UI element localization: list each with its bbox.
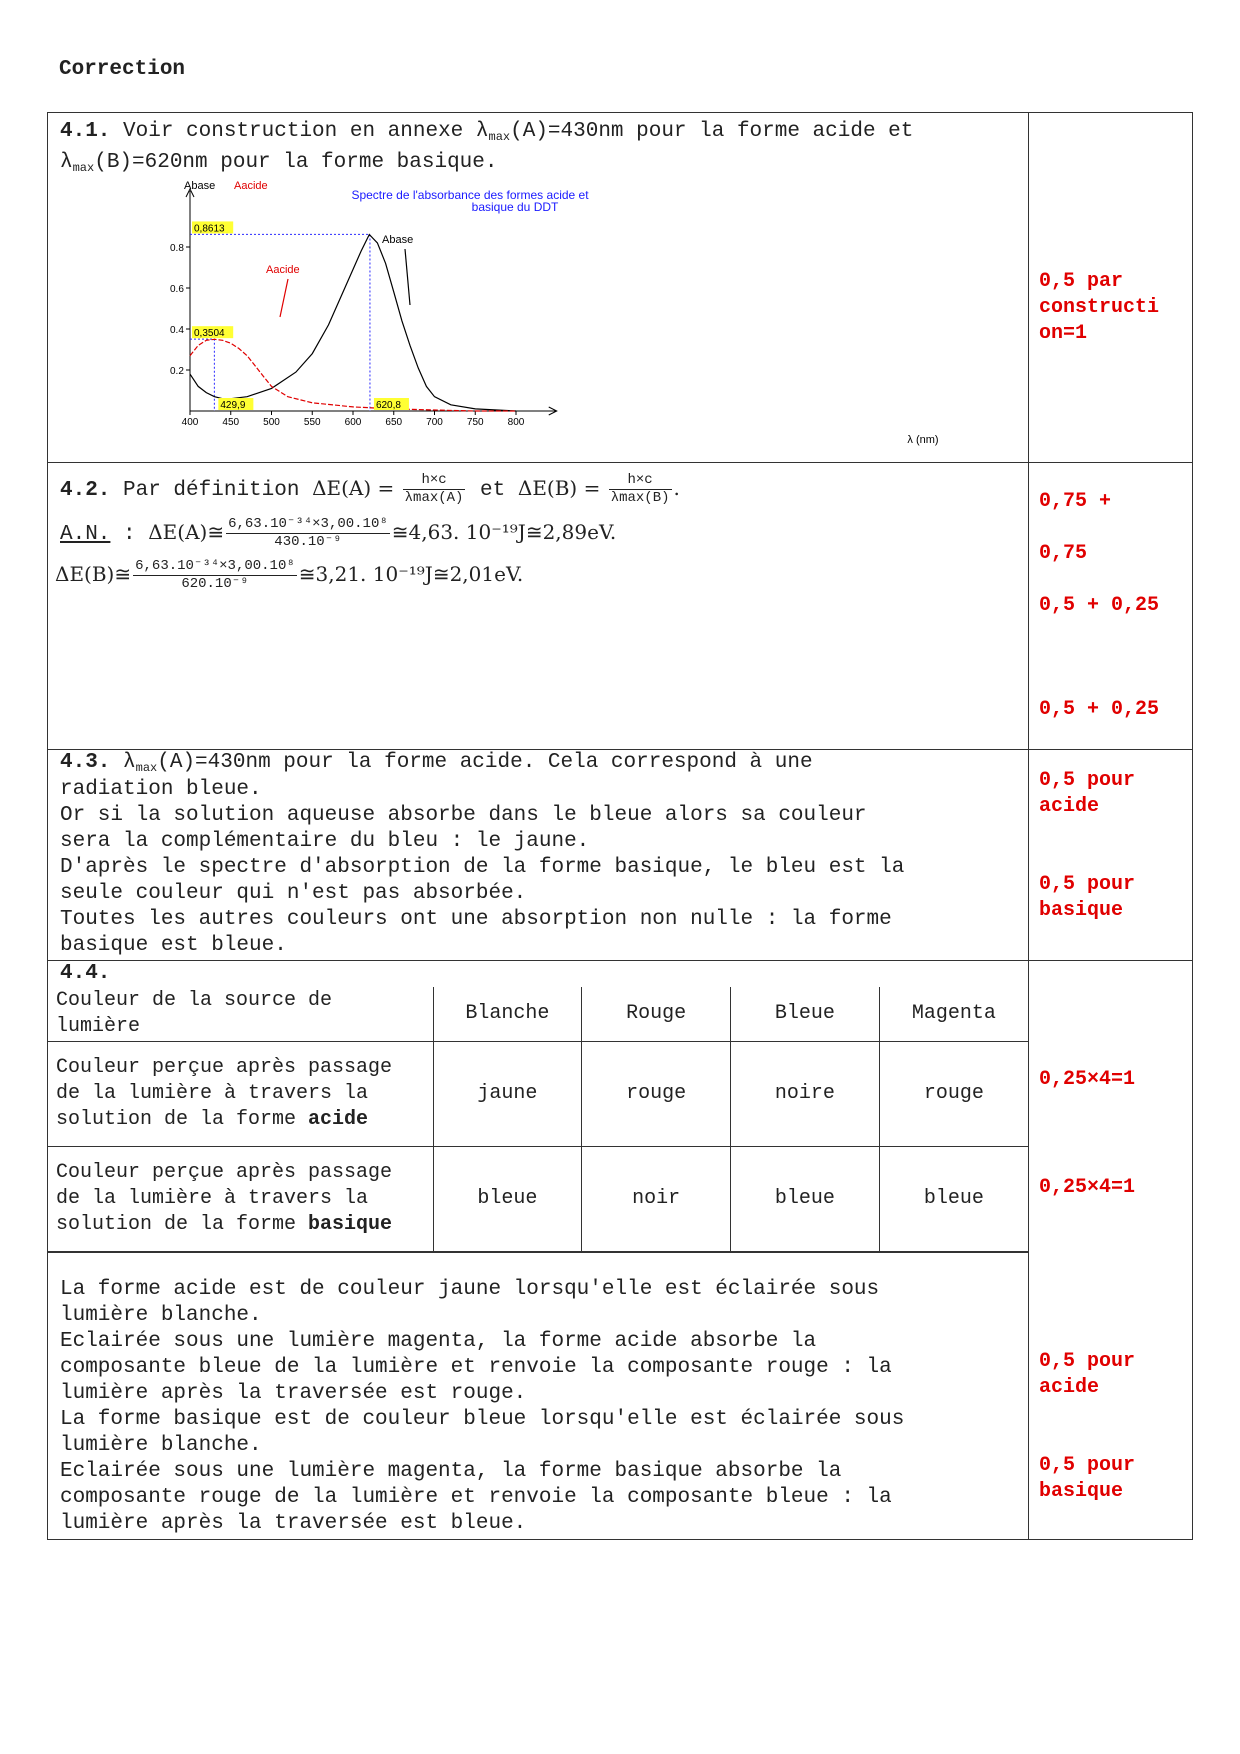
lambda-basic-label: 620,8 — [375, 400, 401, 411]
page-heading: Correction — [59, 58, 186, 81]
row-label-basic: Couleur perçue après passage de la lumière à travers la solution de la forme basique — [48, 1146, 433, 1251]
conclusion-line: lumière après la traversée est bleue. — [60, 1511, 527, 1535]
q42-number: 4.2. — [60, 479, 111, 502]
row-4-1 — [48, 113, 1193, 463]
row-4-4 — [48, 961, 1193, 1540]
table-row-basic — [48, 1146, 1028, 1251]
curve-label-acid: Aacide — [266, 264, 300, 276]
q42-points-4: 0,5 + 0,25 — [1039, 698, 1160, 721]
table-header-row — [48, 987, 1028, 1041]
q41-points-text: 0,5 par constructi on=1 — [1039, 270, 1160, 345]
table-cell: jaune — [433, 1041, 582, 1146]
q44-points — [1029, 961, 1193, 1540]
q43-line: sera la complémentaire du bleu : le jaune. — [60, 830, 590, 853]
q43-line: D'après le spectre d'absorption de la forme basique, le bleu est la — [60, 856, 905, 879]
conclusion-line: La forme acide est de couleur jaune lorsqu'elle est éclairée sous — [60, 1277, 880, 1301]
curve-label-acid-arrow — [280, 279, 288, 317]
final-points-basic: 0,5 pour basique — [1039, 1454, 1136, 1503]
q44-points-basic-row: 0,25×4=1 — [1039, 1176, 1136, 1199]
acid-peak-guide — [190, 339, 214, 411]
y-axis-label-acid: Aacide — [234, 181, 268, 192]
row-4-2 — [48, 463, 1193, 750]
q43-points — [1029, 750, 1193, 961]
delta-e-b-fraction: $\frac{h\times c}{\lambda\max(B)}$ — [610, 471, 670, 506]
q43-points-acid: 0,5 pour acide — [1039, 769, 1136, 818]
x-axis-label: λ (nm) — [907, 434, 939, 446]
table-cell: bleue — [731, 1146, 880, 1251]
peak-acid-label: 0,3504 — [194, 328, 225, 340]
numerical-application-label: A.N. — [60, 523, 111, 546]
q42-text-1: Par définition — [110, 479, 313, 502]
curve-label-basic-arrow — [405, 249, 410, 305]
table-cell: rouge — [582, 1041, 731, 1146]
lambda-symbol: λ — [123, 751, 136, 774]
x-tick-label: 800 — [507, 417, 525, 428]
q43-number: 4.3. — [60, 751, 111, 774]
q44-content — [48, 961, 1029, 1540]
q43-points-basic: 0,5 pour basique — [1039, 873, 1136, 922]
chart-title-line-1: Spectre de l'absorbance des formes acide et — [351, 188, 589, 202]
header-source-color: Couleur de la source de lumière — [48, 987, 433, 1041]
x-tick-label: 700 — [426, 417, 443, 428]
header-cell: Bleue — [731, 987, 880, 1041]
basic-peak-guide — [190, 234, 370, 411]
x-tick-label: 600 — [344, 417, 362, 428]
x-tick-label: 500 — [263, 417, 280, 428]
y-tick-label: 0.8 — [170, 243, 184, 254]
x-tick-label: 400 — [181, 417, 199, 428]
final-points-acid: 0,5 pour acide — [1039, 1350, 1136, 1399]
lambda-symbol: λ — [475, 120, 489, 143]
correction-table — [47, 112, 1193, 1540]
conclusion-line: composante rouge de la lumière et renvoie la composante bleue : la — [60, 1485, 892, 1509]
curve-label-basic: Abase — [382, 234, 414, 246]
q42-text-et: et — [467, 479, 518, 502]
peak-basic-label: 0,8613 — [194, 223, 225, 235]
delta-e-a-result: ≅4,63. 10⁻¹⁹J≅2,89eV. — [391, 520, 617, 544]
q42-points-2: 0,75 — [1039, 542, 1088, 565]
y-tick-label: 0.6 — [170, 284, 184, 295]
q41-number: 4.1. — [60, 120, 111, 143]
chart-title-line-2: basique du DDT — [471, 200, 559, 214]
q42-content — [48, 463, 1029, 750]
q43-text-1: (A)=430nm pour la forme acide. Cela correspond à une — [157, 751, 813, 774]
color-perception-table — [48, 987, 1028, 1252]
conclusion-line: lumière blanche. — [60, 1303, 262, 1327]
q41-text-2: (A)=430nm pour la forme acide et — [510, 120, 914, 143]
header-cell: Rouge — [582, 987, 731, 1041]
delta-e-b-approx: ΔE(B)≅ — [55, 562, 132, 586]
calc-a-fraction: $\frac{\text{6,63.10⁻³⁴×3,00.10⁸}}{\text{430.10⁻⁹}}$ — [228, 515, 388, 550]
q43-line: seule couleur qui n'est pas absorbée. — [60, 882, 527, 905]
conclusion-line: Eclairée sous une lumière magenta, la forme acide absorbe la — [60, 1329, 817, 1353]
x-tick-label: 450 — [222, 417, 240, 428]
table-row-acid — [48, 1041, 1028, 1146]
q43-line: radiation bleue. — [60, 778, 262, 801]
series-abase — [190, 235, 516, 412]
conclusion-line: composante bleue de la lumière et renvoie la composante rouge : la — [60, 1355, 892, 1379]
q43-line: Or si la solution aqueuse absorbe dans le bleue alors sa couleur — [60, 804, 867, 827]
q42-points — [1029, 463, 1193, 750]
delta-e-a-approx: ΔE(A)≅ — [148, 520, 225, 544]
delta-e-b: ΔE(B) = — [517, 476, 607, 500]
q42-points-1: 0,75 + — [1039, 490, 1112, 513]
x-tick-label: 750 — [466, 417, 484, 428]
lambda-subscript: max — [488, 130, 511, 144]
x-tick-label: 650 — [385, 417, 403, 428]
table-cell: noire — [731, 1041, 880, 1146]
lambda-subscript: max — [135, 761, 158, 775]
header-cell: Magenta — [879, 987, 1028, 1041]
delta-e-a: ΔE(A) = — [312, 476, 401, 500]
conclusion-line: Eclairée sous une lumière magenta, la forme basique absorbe la — [60, 1459, 842, 1483]
lambda-subscript: max — [72, 161, 95, 175]
q41-text-1: Voir construction en annexe — [110, 120, 476, 143]
lambda-acid-label: 429,9 — [220, 400, 246, 411]
calc-b-fraction: $\frac{\text{6,63.10⁻³⁴×3,00.10⁸}}{\text{620.10⁻⁹}}$ — [135, 557, 295, 592]
q43-line: Toutes les autres couleurs ont une absorption non nulle : la forme — [60, 908, 892, 931]
y-tick-label: 0.4 — [170, 325, 184, 336]
absorbance-spectrum-chart — [110, 181, 970, 451]
delta-e-b-result: ≅3,21. 10⁻¹⁹J≅2,01eV. — [298, 562, 524, 586]
x-tick-label: 550 — [303, 417, 321, 428]
q44-number: 4.4. — [60, 962, 111, 985]
q41-content — [48, 113, 1029, 463]
header-cell: Blanche — [433, 987, 582, 1041]
conclusion-line: lumière après la traversée est rouge. — [60, 1381, 527, 1405]
q43-content — [48, 750, 1029, 961]
q44-points-acid-row: 0,25×4=1 — [1039, 1068, 1136, 1091]
y-tick-label: 0.2 — [170, 366, 184, 377]
conclusion-line: La forme basique est de couleur bleue lorsqu'elle est éclairée sous — [60, 1407, 905, 1431]
q42-points-3: 0,5 + 0,25 — [1039, 594, 1160, 617]
q42-period: . — [673, 476, 680, 500]
row-label-acid: Couleur perçue après passage de la lumière à travers la solution de la forme acide — [48, 1041, 433, 1146]
q41-text-3: (B)=620nm pour la forme basique. — [94, 151, 498, 174]
delta-e-a-fraction: $\frac{h\times c}{\lambda\max(A)}$ — [404, 471, 464, 506]
table-cell: noir — [582, 1146, 731, 1251]
q42-colon: : — [110, 523, 149, 546]
table-cell: bleue — [433, 1146, 582, 1251]
table-cell: bleue — [879, 1146, 1028, 1251]
row-4-3 — [48, 750, 1193, 961]
table-cell: rouge — [879, 1041, 1028, 1146]
conclusion-line: lumière blanche. — [60, 1433, 262, 1457]
q41-points — [1029, 113, 1193, 463]
lambda-symbol: λ — [60, 151, 73, 174]
y-axis-label-basic: Abase — [184, 181, 216, 192]
q43-line: basique est bleue. — [60, 934, 287, 957]
